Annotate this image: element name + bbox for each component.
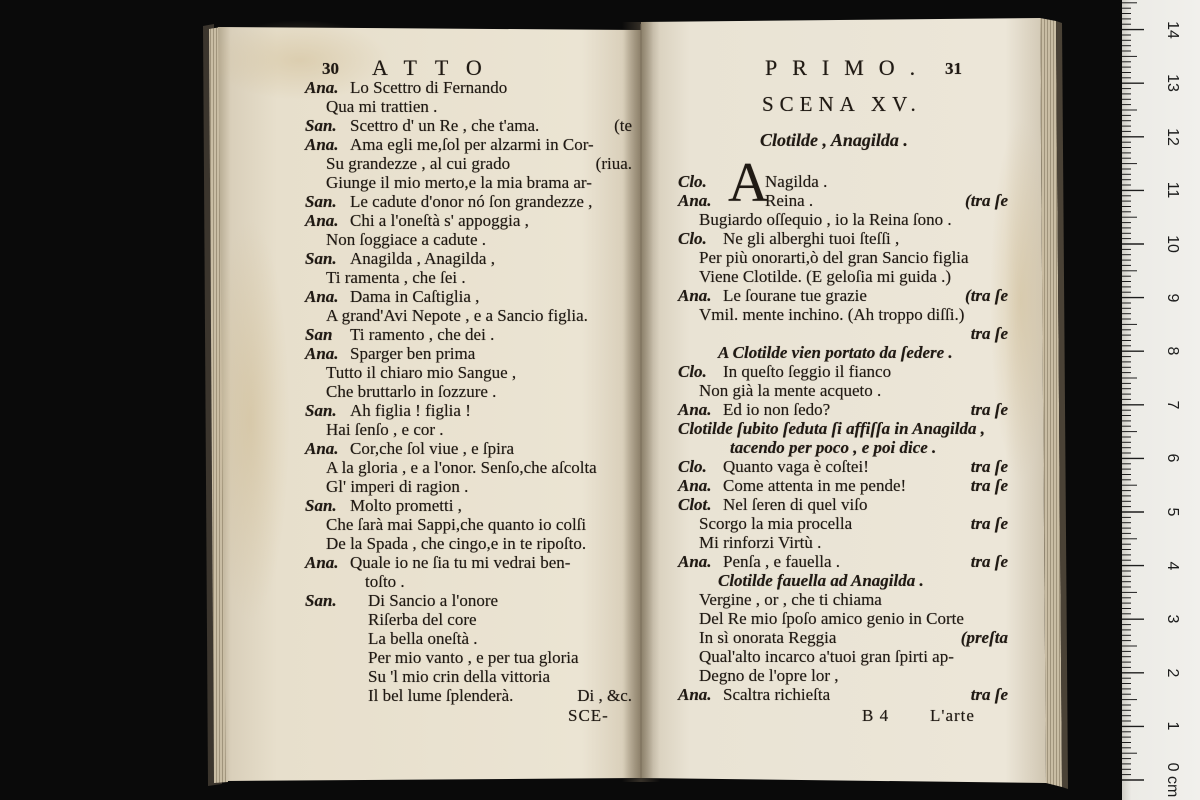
speaker-label: San. xyxy=(305,591,337,610)
text-line xyxy=(305,230,632,249)
line-text: Degno de l'opre lor , xyxy=(699,666,839,685)
line-text: Bugiardo oſſequio , io la Reina ſono . xyxy=(699,210,952,229)
speaker-label: Ana. xyxy=(305,439,339,458)
measuring-ruler xyxy=(1122,0,1200,800)
text-line xyxy=(305,629,632,648)
text-line xyxy=(305,116,632,135)
text-line xyxy=(305,135,632,154)
line-text: Quanto vaga è coſtei! xyxy=(723,457,869,476)
line-text: A Clotilde vien portato da ſedere . xyxy=(718,343,953,362)
text-line xyxy=(305,591,632,610)
line-text: A la gloria , e a l'onor. Senſo,che aſcolta xyxy=(326,458,597,477)
speaker-label: San. xyxy=(305,496,337,515)
line-text: Clotilde fauella ad Anagilda . xyxy=(718,571,924,590)
line-text: Scettro d' un Re , che t'ama. xyxy=(350,116,540,135)
line-text: Mi rinforzi Virtù . xyxy=(699,533,822,552)
line-text: Hai ſenſo , e cor . xyxy=(326,420,444,439)
line-text: Lo Scettro di Fernando xyxy=(350,78,508,97)
line-text: Giunge il mio merto,e la mia brama ar- xyxy=(326,173,592,192)
ruler-number-label: 8 xyxy=(1164,346,1181,356)
aside-note: tra ſe xyxy=(970,457,1008,476)
drop-cap-initial: A xyxy=(728,152,769,214)
text-line xyxy=(678,305,1008,324)
text-line xyxy=(678,419,1008,438)
speaker-label: Clo. xyxy=(678,457,707,476)
text-line xyxy=(678,666,1008,685)
speaker-label: San xyxy=(305,325,333,344)
text-line xyxy=(678,571,1008,590)
line-text: Ti ramenta , che ſei . xyxy=(326,268,466,287)
line-text: Vergine , or , che ti chiama xyxy=(699,590,882,609)
speaker-label: Ana. xyxy=(678,476,712,495)
ruler-number-label: 4 xyxy=(1164,561,1181,571)
left-page-number: 30 xyxy=(322,59,339,78)
text-line xyxy=(305,173,632,192)
line-text: Qual'alto incarco a'tuoi gran ſpirti ap- xyxy=(699,647,954,666)
text-line xyxy=(305,287,632,306)
line-text: Ah figlia ! figlia ! xyxy=(350,401,471,420)
line-text: Chi a l'oneſtà s' appoggia , xyxy=(350,211,529,230)
text-line xyxy=(678,552,1008,571)
line-text: Ti ramento , che dei . xyxy=(350,325,495,344)
text-line xyxy=(305,211,632,230)
speaker-label: San. xyxy=(305,116,337,135)
speaker-label: Ana. xyxy=(305,78,339,97)
signature-mark: B 4 xyxy=(862,706,890,725)
right-page-lines xyxy=(678,210,1008,704)
line-text: Le cadute d'onor nó ſon grandezze , xyxy=(350,192,593,211)
text-line xyxy=(305,648,632,667)
line-text: Per mio vanto , e per tua gloria xyxy=(368,648,579,667)
ruler-number-label: 10 xyxy=(1164,235,1181,253)
line-text: Reina . xyxy=(765,191,814,210)
aside-note: (tra ſe xyxy=(965,191,1008,210)
text-line xyxy=(305,97,632,116)
line-text: In sì onorata Reggia xyxy=(699,628,837,647)
line-text: Dama in Caſtiglia , xyxy=(350,287,480,306)
paper-stain xyxy=(210,220,290,620)
left-running-head: ATTO xyxy=(372,55,500,80)
text-line xyxy=(305,496,632,515)
text-line xyxy=(678,362,1008,381)
line-text: A grand'Avi Nepote , e a Sancio figlia. xyxy=(326,306,588,325)
line-text: Penſa , e fauella . xyxy=(723,552,841,571)
line-text: Riſerba del core xyxy=(368,610,477,629)
line-text: Scorgo la mia procella xyxy=(699,514,853,533)
ruler-number-label: 3 xyxy=(1164,614,1181,624)
text-line xyxy=(305,572,632,591)
aside-note: (te xyxy=(614,116,632,135)
text-line xyxy=(305,268,632,287)
text-line xyxy=(305,306,632,325)
text-line xyxy=(305,363,632,382)
aside-note: (preſta xyxy=(960,628,1008,647)
aside-note: tra ſe xyxy=(970,400,1008,419)
ruler-number-label: 9 xyxy=(1164,293,1181,303)
text-line xyxy=(305,686,632,705)
line-text: Anagilda , Anagilda , xyxy=(350,249,495,268)
right-page-text-block xyxy=(678,152,1008,704)
text-line xyxy=(678,286,1008,305)
left-catchword: SCE- xyxy=(568,706,609,725)
line-text: Su grandezze , al cui grado xyxy=(326,154,511,173)
speaker-label: Ana. xyxy=(678,286,712,305)
line-text: Qua mi trattien . xyxy=(326,97,438,116)
ruler-number-label: 5 xyxy=(1164,507,1181,517)
scene-characters: Clotilde , Anagilda . xyxy=(760,130,908,150)
line-text: Molto prometti , xyxy=(350,496,462,515)
text-line xyxy=(678,267,1008,286)
text-line xyxy=(305,401,632,420)
line-text: Gl' imperi di ragion . xyxy=(326,477,469,496)
line-text: toſto . xyxy=(365,572,405,591)
text-line xyxy=(678,647,1008,666)
line-text: Cor,che ſol viue , e ſpira xyxy=(350,439,515,458)
speaker-label: Ana. xyxy=(305,344,339,363)
text-line xyxy=(678,248,1008,267)
text-line xyxy=(305,154,632,173)
ruler-number-label: 14 xyxy=(1164,20,1181,39)
speaker-label: San. xyxy=(305,249,337,268)
speaker-label: Clot. xyxy=(678,495,712,514)
aside-note: (tra ſe xyxy=(965,286,1008,305)
line-text: Ne gli alberghi tuoi ſteſſi , xyxy=(723,229,900,248)
ruler-ticks xyxy=(1122,0,1200,800)
speaker-label: Ana. xyxy=(305,553,339,572)
aside-note: Di , &c. xyxy=(577,686,632,705)
text-line xyxy=(305,458,632,477)
ruler-number-label: 12 xyxy=(1164,127,1181,146)
ruler-number-label: 0 cm xyxy=(1164,762,1181,798)
speaker-label: San. xyxy=(305,401,337,420)
text-line xyxy=(678,533,1008,552)
line-text: Del Re mio ſpoſo amico genio in Corte xyxy=(699,609,964,628)
right-page-number: 31 xyxy=(945,59,962,78)
text-line xyxy=(678,400,1008,419)
right-running-head: PRIMO. xyxy=(765,55,931,80)
speaker-label: Clo. xyxy=(678,229,707,248)
line-text: Sparger ben prima xyxy=(350,344,476,363)
line-text: Come attenta in me pende! xyxy=(723,476,907,495)
text-line xyxy=(305,610,632,629)
text-line xyxy=(305,325,632,344)
speaker-label: San. xyxy=(305,192,337,211)
ruler-number-label: 7 xyxy=(1164,400,1181,410)
speaker-label: Ana. xyxy=(678,191,712,210)
aside-note: tra ſe xyxy=(970,514,1008,533)
speaker-label: Ana. xyxy=(305,287,339,306)
line-text: Non già la mente acqueto . xyxy=(699,381,882,400)
scene-opening xyxy=(678,152,1008,214)
line-text: Di Sancio a l'onore xyxy=(368,591,499,610)
speaker-label: Ana. xyxy=(305,211,339,230)
line-text: Nel ſeren di quel viſo xyxy=(723,495,868,514)
text-line xyxy=(678,210,1008,229)
line-text: Tutto il chiaro mio Sangue , xyxy=(326,363,517,382)
text-line xyxy=(305,534,632,553)
text-line xyxy=(678,229,1008,248)
line-text: Ama egli me,ſol per alzarmi in Cor- xyxy=(350,135,594,154)
text-line xyxy=(678,438,1008,457)
text-line xyxy=(305,515,632,534)
text-line xyxy=(678,514,1008,533)
line-text: Le ſourane tue grazie xyxy=(723,286,867,305)
text-line xyxy=(305,344,632,363)
ruler-number-label: 6 xyxy=(1164,453,1181,463)
text-line xyxy=(305,192,632,211)
text-line xyxy=(305,439,632,458)
ruler-number-label: 2 xyxy=(1164,668,1181,678)
text-line xyxy=(678,590,1008,609)
scene-title: SCENA XV. xyxy=(762,92,922,116)
text-line xyxy=(678,172,1008,191)
text-line xyxy=(678,343,1008,362)
line-text: Nagilda . xyxy=(765,172,828,191)
right-catchword: L'arte xyxy=(930,706,975,725)
line-text: In queſto ſeggio il fianco xyxy=(723,362,892,381)
line-text: Scaltra richieſta xyxy=(723,685,831,704)
line-text: De la Spada , che cingo,e in te ripoſto. xyxy=(326,534,587,553)
text-line xyxy=(305,477,632,496)
left-page-text-block xyxy=(305,78,632,705)
speaker-label: Ana. xyxy=(678,400,712,419)
line-text: La bella oneſtà . xyxy=(368,629,478,648)
line-text: Che bruttarlo in ſozzure . xyxy=(326,382,497,401)
text-line xyxy=(678,381,1008,400)
line-text: Quale io ne ſia tu mi vedrai ben- xyxy=(350,553,571,572)
text-line xyxy=(305,78,632,97)
speaker-label: Clo. xyxy=(678,172,707,191)
line-text: Vmil. mente inchino. (Ah troppo diſſi.) xyxy=(699,305,965,324)
line-text: Clotilde ſubito ſeduta ſi affiſſa in Anagilda , xyxy=(678,419,985,438)
speaker-label: Ana. xyxy=(305,135,339,154)
ruler-number-label: 13 xyxy=(1164,74,1181,93)
line-text: Ed io non ſedo? xyxy=(723,400,831,419)
speaker-label: Ana. xyxy=(678,552,712,571)
text-line xyxy=(678,457,1008,476)
speaker-label: Clo. xyxy=(678,362,707,381)
aside-note: tra ſe xyxy=(970,685,1008,704)
ruler-number-label: 1 xyxy=(1164,721,1181,731)
line-text: Il bel lume ſplenderà. xyxy=(368,686,514,705)
ruler-number-label: 11 xyxy=(1164,182,1181,199)
text-line xyxy=(678,685,1008,704)
line-text: Viene Clotilde. (E geloſia mi guida .) xyxy=(699,267,952,286)
text-line xyxy=(305,382,632,401)
line-text: tacendo per poco , e poi dice . xyxy=(730,438,937,457)
aside-note: (riua. xyxy=(595,154,632,173)
text-line xyxy=(678,495,1008,514)
text-line xyxy=(305,420,632,439)
line-text: Che ſarà mai Sappi,che quanto io colſi xyxy=(326,515,587,534)
text-line xyxy=(678,324,1008,343)
text-line xyxy=(678,476,1008,495)
aside-note: tra ſe xyxy=(970,476,1008,495)
line-text: Su 'l mio crin della vittoria xyxy=(368,667,551,686)
text-line xyxy=(678,609,1008,628)
aside-note: tra ſe xyxy=(970,324,1008,343)
text-line xyxy=(305,249,632,268)
text-line xyxy=(678,191,1008,210)
speaker-label: Ana. xyxy=(678,685,712,704)
text-line xyxy=(305,553,632,572)
text-line xyxy=(305,667,632,686)
line-text: Per più onorarti,ò del gran Sancio figlia xyxy=(699,248,969,267)
text-line xyxy=(678,628,1008,647)
line-text: Non ſoggiace a cadute . xyxy=(326,230,487,249)
aside-note: tra ſe xyxy=(970,552,1008,571)
